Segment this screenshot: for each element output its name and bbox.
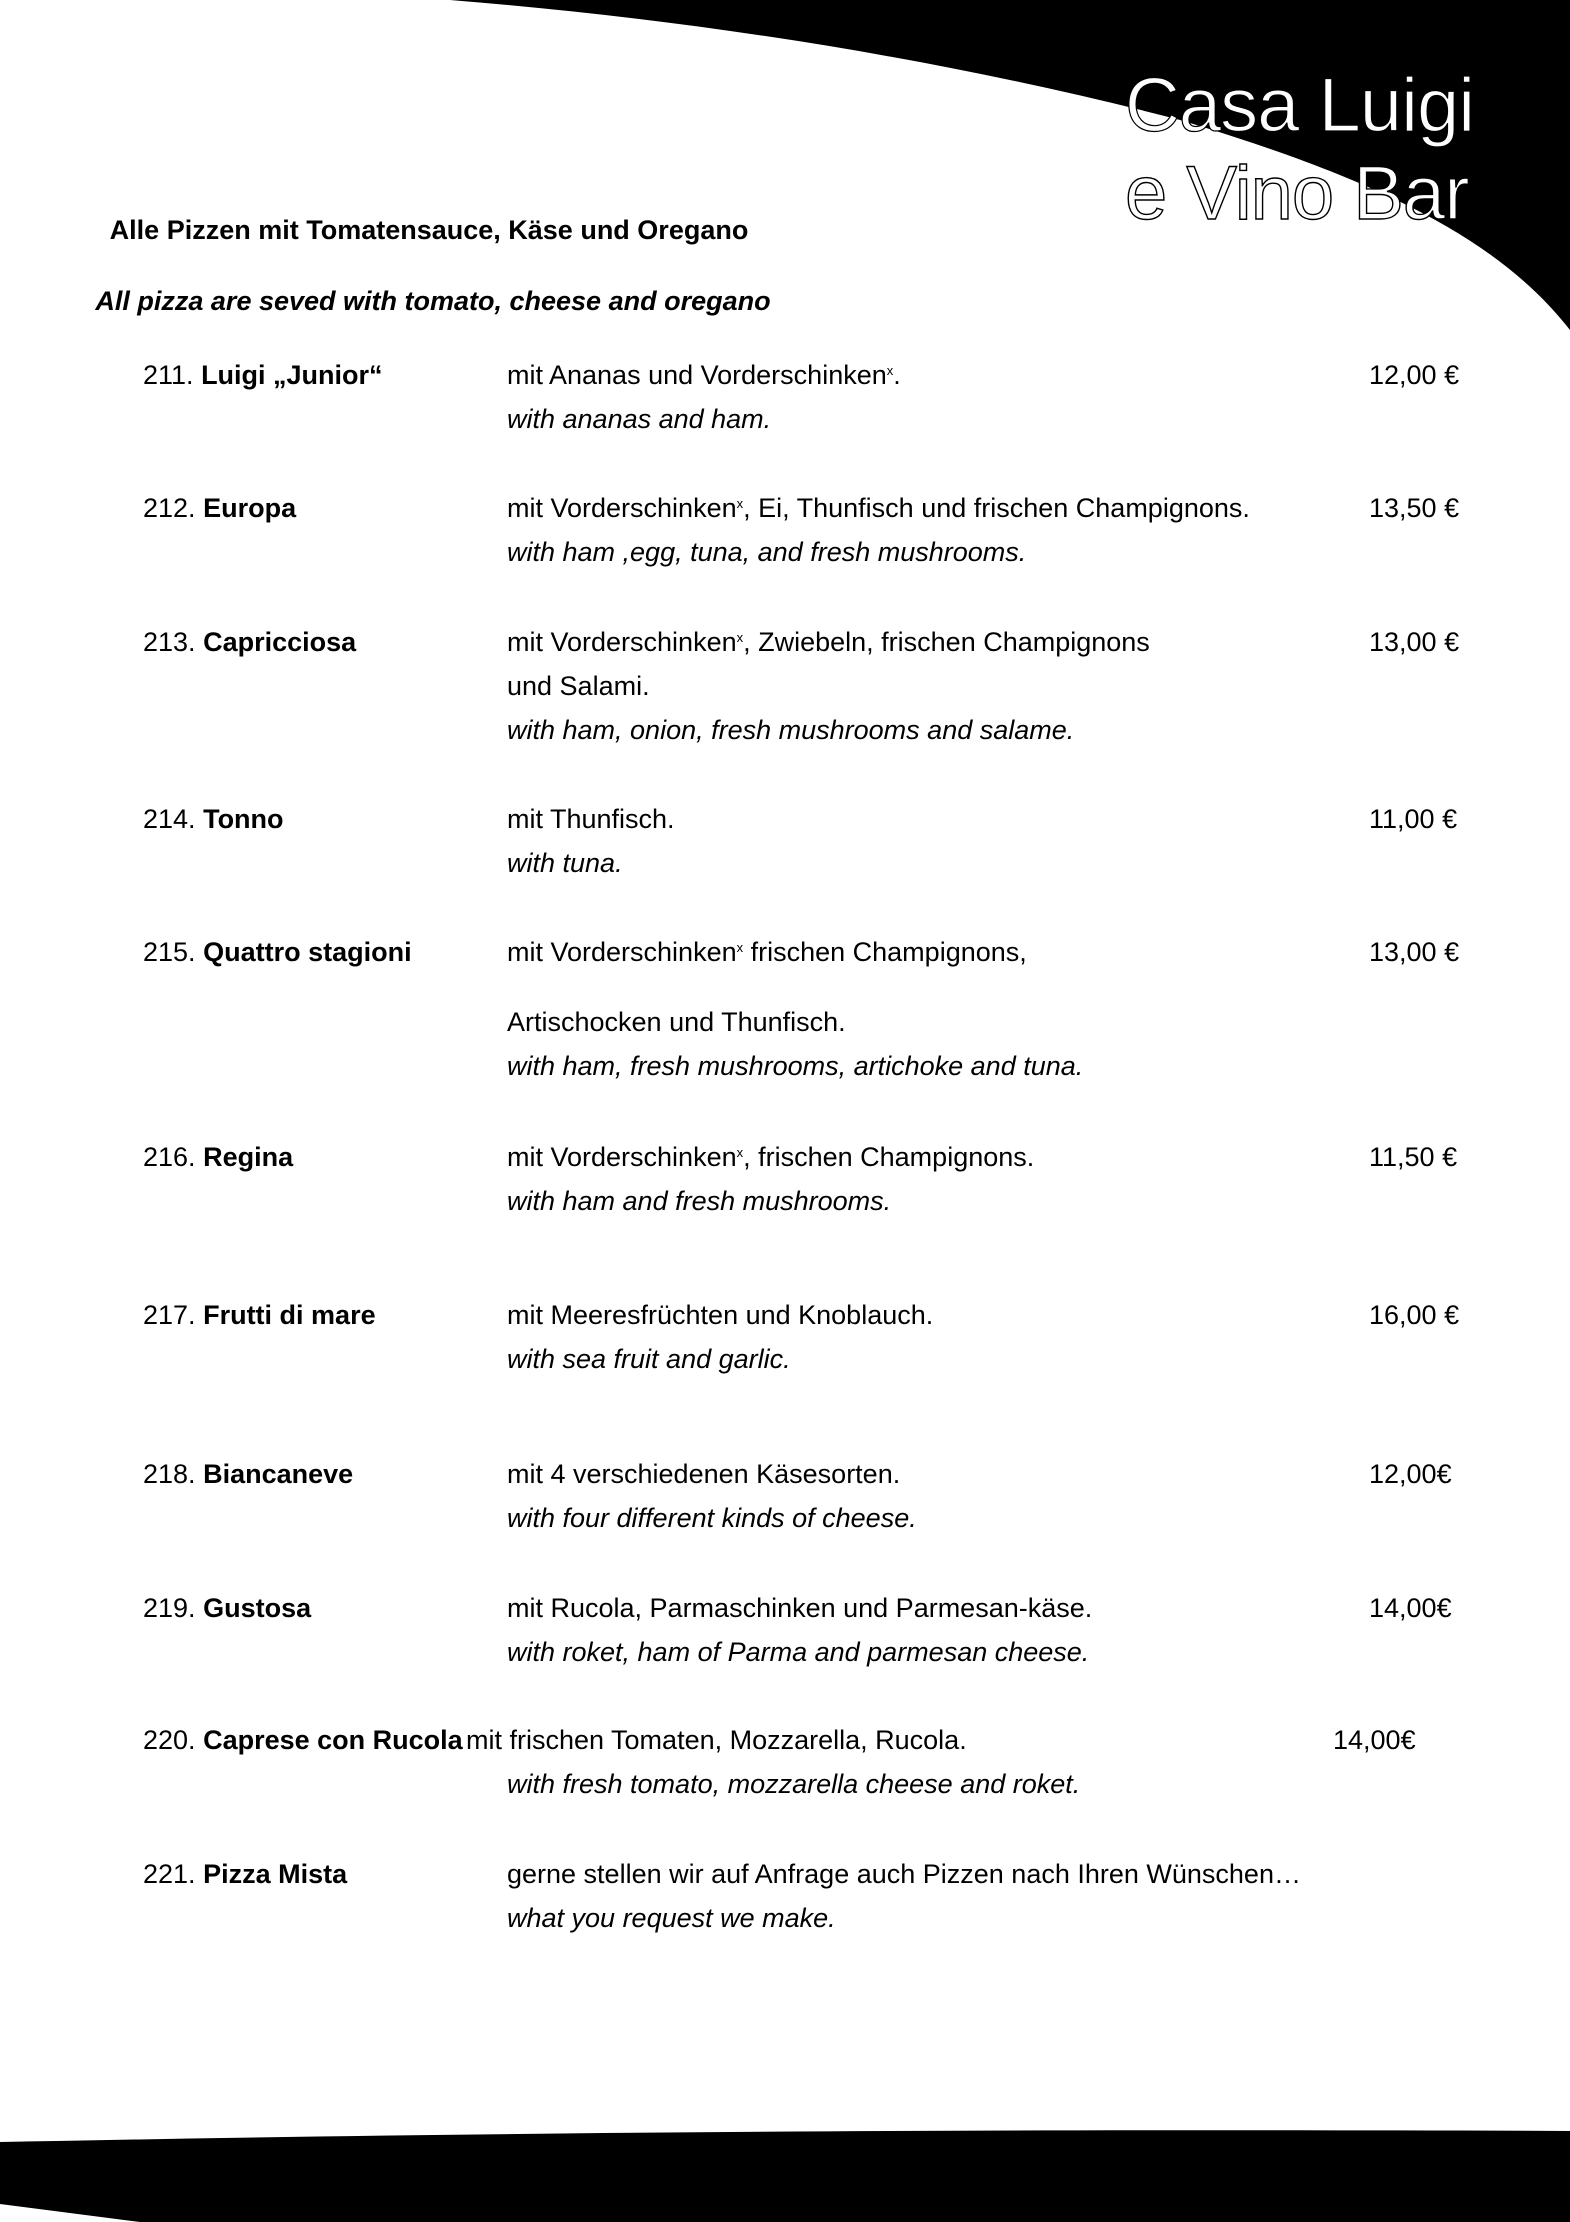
item-name: Pizza Mista: [203, 1859, 348, 1889]
item-number: 221.: [143, 1859, 196, 1889]
item-number: 215.: [143, 937, 196, 967]
item-description: [507, 1293, 933, 1381]
item-number: 216.: [143, 1142, 196, 1172]
logo-line-2: e Vino Bar: [1125, 151, 1469, 236]
item-name: Gustosa: [203, 1593, 312, 1623]
menu-item-number-and-name: [143, 797, 284, 841]
description-german-text: gerne stellen wir auf Anfrage auch Pizzen nach Ihren Wünschen…: [507, 1859, 1301, 1889]
item-price: 16,00 €: [1369, 1300, 1460, 1330]
item-price: 12,00€: [1369, 1459, 1452, 1489]
menu-item-number-and-name: [143, 486, 296, 530]
menu-item-number-and-name: [143, 1135, 293, 1179]
item-name: Tonno: [203, 804, 284, 834]
description-english: with roket, ham of Parma and parmesan cheese.: [507, 1637, 1090, 1667]
description-german: [507, 1135, 1034, 1179]
footnote-marker: x: [886, 363, 894, 378]
description-german: [507, 1452, 917, 1496]
description-german-line-2: Artischocken und Thunfisch.: [507, 1007, 846, 1037]
item-description: [507, 1586, 1092, 1674]
description-english: with sea fruit and garlic.: [507, 1344, 791, 1374]
item-description: [507, 930, 1083, 1088]
item-name: Frutti di mare: [203, 1300, 376, 1330]
item-description: [507, 486, 1250, 574]
description-german-text-cont: frischen Champignons,: [743, 937, 1027, 967]
description-german: [507, 1852, 1301, 1896]
description-english: with tuna.: [507, 848, 623, 878]
description-german: [507, 797, 675, 841]
item-price: 12,00 €: [1369, 360, 1460, 390]
item-price: 14,00€: [1333, 1725, 1416, 1755]
item-name: Europa: [203, 493, 297, 523]
item-price: 13,00 €: [1369, 937, 1460, 967]
intro-german: Alle Pizzen mit Tomatensauce, Käse und Oregano: [109, 215, 749, 245]
item-name: Biancaneve: [203, 1459, 354, 1489]
item-price: 11,00 €: [1369, 804, 1458, 834]
item-description: [507, 620, 1150, 752]
description-german-text-cont: .: [893, 360, 901, 390]
footnote-marker: x: [736, 630, 744, 645]
item-number: 212.: [143, 493, 196, 523]
item-price: 13,50 €: [1369, 493, 1460, 523]
menu-item-number-and-name: [143, 353, 383, 397]
item-name: Capricciosa: [203, 627, 357, 657]
description-german: [507, 1586, 1092, 1630]
menu-item-number-and-name: [143, 620, 356, 664]
description-german: mit frischen Tomaten, Mozzarella, Rucola.: [466, 1725, 967, 1755]
item-description: [507, 353, 901, 441]
description-german: [507, 930, 1083, 974]
description-german-text: mit Ananas und Vorderschinken: [507, 360, 887, 390]
description-german-text-cont: , frischen Champignons.: [743, 1142, 1035, 1172]
description-german: [507, 620, 1150, 664]
footnote-marker: x: [736, 496, 744, 511]
footnote-marker: x: [736, 1145, 744, 1160]
description-english: with fresh tomato, mozzarella cheese and roket.: [507, 1769, 1081, 1799]
item-price: 13,00 €: [1369, 627, 1460, 657]
menu-item-number-and-name: [143, 1718, 463, 1762]
description-german-text: mit Vorderschinken: [507, 493, 737, 523]
item-description: [507, 1762, 1080, 1806]
description-german-text: mit Thunfisch.: [507, 804, 675, 834]
description-german: [507, 353, 901, 397]
footnote-marker: x: [736, 940, 744, 955]
item-description: [507, 1852, 1301, 1940]
description-german-text: mit Vorderschinken: [507, 937, 737, 967]
item-name: Regina: [203, 1142, 294, 1172]
description-german-text-cont: , Zwiebeln, frischen Champignons: [743, 627, 1150, 657]
item-description: [507, 1452, 917, 1540]
description-german: [507, 486, 1250, 530]
description-english: with ham and fresh mushrooms.: [507, 1186, 892, 1216]
item-number: 213.: [143, 627, 196, 657]
item-name: Caprese con Rucola: [203, 1725, 463, 1755]
item-description: [507, 797, 675, 885]
menu-item-number-and-name: [143, 1452, 353, 1496]
item-number: 220.: [143, 1725, 196, 1755]
bottom-black-band: [0, 2130, 1570, 2222]
item-description: [507, 1135, 1034, 1223]
description-english: what you request we make.: [507, 1903, 836, 1933]
restaurant-logo: [1125, 62, 1474, 238]
intro-english: All pizza are seved with tomato, cheese and oregano: [95, 286, 771, 316]
menu-item-number-and-name: [143, 1852, 347, 1896]
description-german: [507, 1293, 933, 1337]
description-german-line-2: und Salami.: [507, 671, 650, 701]
item-name: Quattro stagioni: [203, 937, 412, 967]
item-number: 218.: [143, 1459, 196, 1489]
description-german-text: mit Vorderschinken: [507, 1142, 737, 1172]
menu-item-number-and-name: [143, 1293, 376, 1337]
item-price: 14,00€: [1369, 1593, 1452, 1623]
description-german-text: mit Meeresfrüchten und Knoblauch.: [507, 1300, 934, 1330]
description-english: with ananas and ham.: [507, 404, 772, 434]
item-number: 211.: [143, 360, 194, 390]
description-german-text: mit Rucola, Parmaschinken und Parmesan-käse.: [507, 1593, 1093, 1623]
menu-item-number-and-name: [143, 930, 412, 974]
description-english: with ham, onion, fresh mushrooms and salame.: [507, 715, 1075, 745]
item-number: 214.: [143, 804, 196, 834]
menu-item-number-and-name: [143, 1586, 311, 1630]
description-english: with ham ,egg, tuna, and fresh mushrooms.: [507, 537, 1027, 567]
item-name: Luigi „Junior“: [201, 360, 383, 390]
description-english: with ham, fresh mushrooms, artichoke and tuna.: [507, 1051, 1084, 1081]
description-german-text: mit Vorderschinken: [507, 627, 737, 657]
logo-line-1: Casa Luigi: [1125, 63, 1475, 148]
description-english: with four different kinds of cheese.: [507, 1503, 917, 1533]
item-number: 217.: [143, 1300, 196, 1330]
item-price: 11,50 €: [1369, 1142, 1458, 1172]
description-german-text-cont: , Ei, Thunfisch und frischen Champignons.: [743, 493, 1250, 523]
description-german-text: mit 4 verschiedenen Käsesorten.: [507, 1459, 901, 1489]
item-number: 219.: [143, 1593, 196, 1623]
